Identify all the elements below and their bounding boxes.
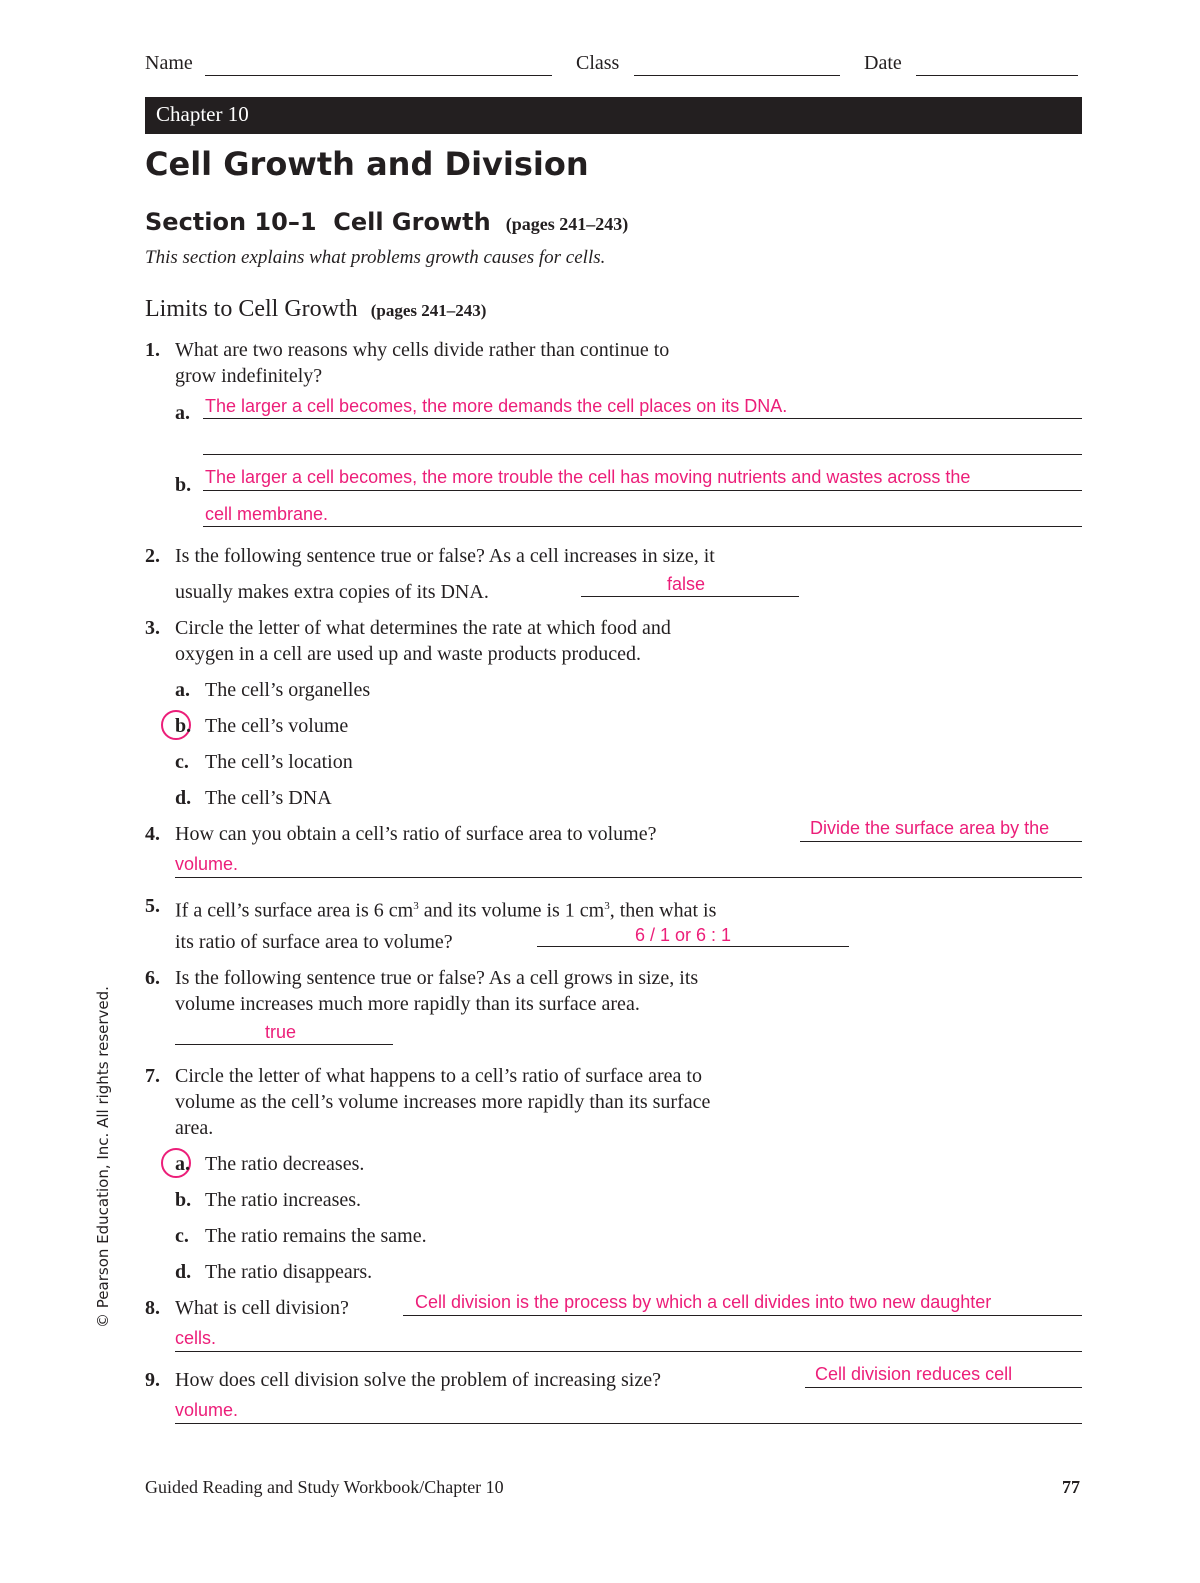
q8-answer-line1: Cell division is the process by which a cell divides into two new daughter <box>415 1292 992 1312</box>
date-label: Date <box>864 52 902 74</box>
q6-text-line1: Is the following sentence true or false? As a cell grows in size, its <box>175 967 699 989</box>
q9-answer-line[interactable] <box>805 1387 1082 1388</box>
q3-option-b-label[interactable]: b. <box>175 715 192 737</box>
q7-option-c-label[interactable]: c. <box>175 1225 189 1247</box>
q6-number: 6. <box>145 967 160 989</box>
q4-answer-line-2[interactable] <box>175 877 1082 878</box>
q7-text-line2: volume as the cell’s volume increases more rapidly than its surface <box>175 1091 711 1113</box>
section-title: Section 10–1 Cell Growth <box>145 208 491 236</box>
page-title: Cell Growth and Division <box>145 145 589 183</box>
q5-text-line2: its ratio of surface area to volume? <box>175 931 453 953</box>
q7-text-line3: area. <box>175 1117 214 1139</box>
q3-option-c-label[interactable]: c. <box>175 751 189 773</box>
page-number: 77 <box>1062 1477 1080 1497</box>
q7-option-a-label[interactable]: a. <box>175 1153 190 1175</box>
q7-option-b-label[interactable]: b. <box>175 1189 192 1211</box>
q3-text-line2: oxygen in a cell are used up and waste products produced. <box>175 643 641 665</box>
q5-answer: 6 / 1 or 6 : 1 <box>635 925 732 945</box>
q3-option-b-text: The cell’s volume <box>205 715 349 737</box>
q9-number: 9. <box>145 1369 160 1391</box>
q3-option-d-text: The cell’s DNA <box>205 787 332 809</box>
section-pages: (pages 241–243) <box>505 214 629 234</box>
section-heading <box>145 208 628 236</box>
q1b-answer-line2: cell membrane. <box>205 504 329 524</box>
q7-option-b-text: The ratio increases. <box>205 1189 362 1211</box>
q2-number: 2. <box>145 545 160 567</box>
q9-answer-line-2[interactable] <box>175 1423 1082 1424</box>
q2-answer-line[interactable] <box>581 596 799 597</box>
subheading-pages: (pages 241–243) <box>370 301 487 320</box>
subheading-title: Limits to Cell Growth <box>145 296 358 322</box>
q7-text-line1: Circle the letter of what happens to a cell’s ratio of surface area to <box>175 1065 702 1087</box>
q9-answer-line2: volume. <box>175 1400 239 1420</box>
q4-text: How can you obtain a cell’s ratio of surface area to volume? <box>175 823 657 845</box>
q7-option-a-text: The ratio decreases. <box>205 1153 365 1175</box>
q6-answer: true <box>265 1022 297 1042</box>
side-copyright: © Pearson Education, Inc. All rights reserved. <box>94 986 112 1328</box>
q2-text-line1: Is the following sentence true or false? As a cell increases in size, it <box>175 545 715 567</box>
name-field[interactable] <box>205 75 552 76</box>
q1b-answer-line-2[interactable] <box>203 526 1082 527</box>
q5-text-line1: If a cell’s surface area is 6 $cm^3$ and its volume is 1 $cm^3$, then what is <box>175 899 717 922</box>
q3-text-line1: Circle the letter of what determines the rate at which food and <box>175 617 671 639</box>
q2-answer: false <box>667 574 706 594</box>
q4-number: 4. <box>145 823 160 845</box>
q3-number: 3. <box>145 617 160 639</box>
q3-option-c-text: The cell’s location <box>205 751 353 773</box>
q1-number: 1. <box>145 339 160 361</box>
name-label: Name <box>145 52 193 74</box>
q1a-answer-line[interactable] <box>203 418 1082 419</box>
chapter-label: Chapter 10 <box>156 102 249 126</box>
q3-option-d-label[interactable]: d. <box>175 787 192 809</box>
q1-text-line1: What are two reasons why cells divide rather than continue to <box>175 339 670 361</box>
q4-answer-line[interactable] <box>800 841 1082 842</box>
q3-option-a-text: The cell’s organelles <box>205 679 371 701</box>
q3-option-a-label[interactable]: a. <box>175 679 190 701</box>
footer-title: Guided Reading and Study Workbook/Chapter 10 <box>145 1477 504 1497</box>
q7-number: 7. <box>145 1065 160 1087</box>
q1a-answer: The larger a cell becomes, the more demands the cell places on its DNA. <box>205 396 788 416</box>
q7-option-d-text: The ratio disappears. <box>205 1261 373 1283</box>
chapter-banner <box>145 97 1082 134</box>
q7-option-d-label[interactable]: d. <box>175 1261 192 1283</box>
q4-answer-line1: Divide the surface area by the <box>810 818 1050 838</box>
q8-text: What is cell division? <box>175 1297 349 1319</box>
q1b-label: b. <box>175 474 192 496</box>
class-label: Class <box>576 52 620 74</box>
q8-answer-line[interactable] <box>403 1315 1082 1316</box>
date-field[interactable] <box>916 75 1078 76</box>
q1a-label: a. <box>175 402 190 424</box>
q9-text: How does cell division solve the problem of increasing size? <box>175 1369 661 1391</box>
q2-text-line2: usually makes extra copies of its DNA. <box>175 581 489 603</box>
q6-answer-line[interactable] <box>175 1044 393 1045</box>
q1a-answer-line-2[interactable] <box>203 454 1082 455</box>
q8-number: 8. <box>145 1297 160 1319</box>
q8-answer-line-2[interactable] <box>175 1351 1082 1352</box>
q5-answer-line[interactable] <box>537 946 849 947</box>
section-summary: This section explains what problems growth causes for cells. <box>145 247 606 268</box>
class-field[interactable] <box>634 75 840 76</box>
q7-option-c-text: The ratio remains the same. <box>205 1225 427 1247</box>
q1-text-line2: grow indefinitely? <box>175 365 323 387</box>
subheading <box>145 296 486 323</box>
q5-number: 5. <box>145 895 160 917</box>
q1b-answer-line1: The larger a cell becomes, the more trouble the cell has moving nutrients and wastes across the <box>205 467 971 487</box>
q8-answer-line2: cells. <box>175 1328 217 1348</box>
q4-answer-line2: volume. <box>175 854 239 874</box>
q1b-answer-line[interactable] <box>203 490 1082 491</box>
q6-text-line2: volume increases much more rapidly than its surface area. <box>175 993 640 1015</box>
q9-answer-line1: Cell division reduces cell <box>815 1364 1013 1384</box>
